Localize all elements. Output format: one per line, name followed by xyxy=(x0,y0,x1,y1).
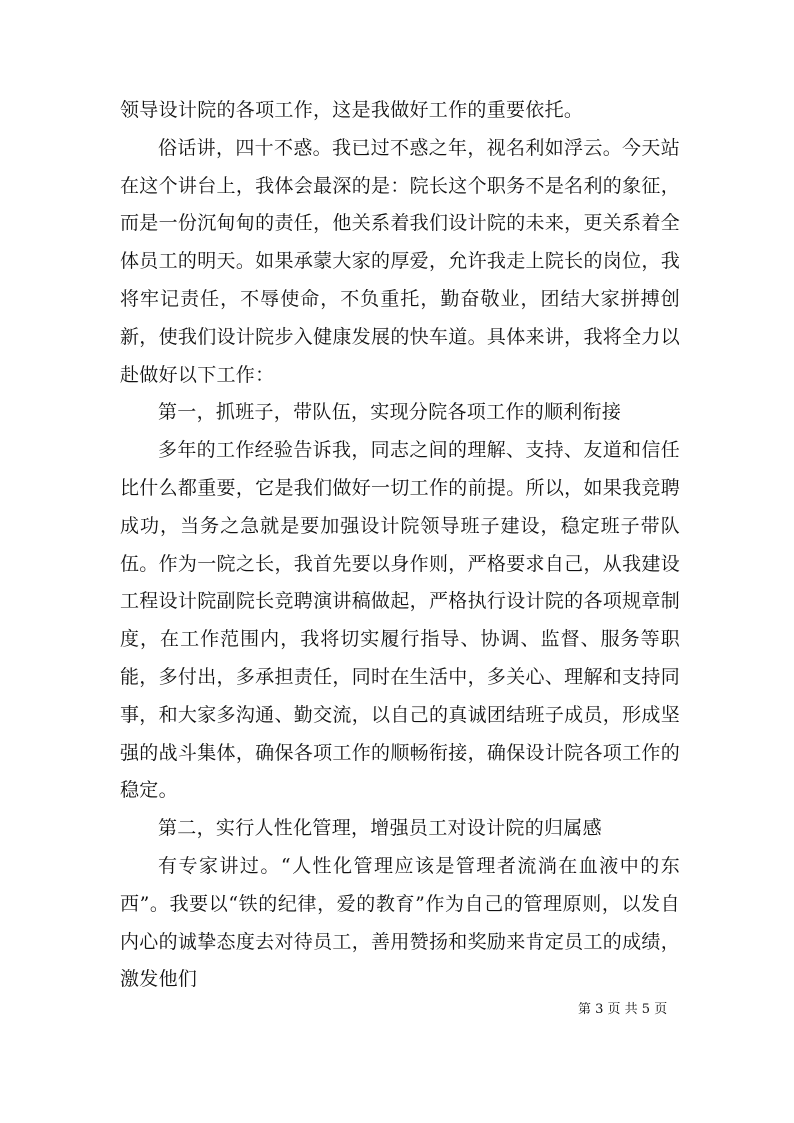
page-number-footer: 第 3 页 共 5 页 xyxy=(578,1002,668,1017)
paragraph-2: 俗话讲，四十不惑。我已过不惑之年，视名利如浮云。今天站在这个讲台上，我体会最深的是：院长这个职务不是名利的象征，而是一份沉甸甸的责任，他关系着我们设计院的未来，更关系着全体员工的明天。如果承蒙大家的厚爱，允许我走上院长的岗位，我将牢记责任，不辱使命，不负重托，勤奋敬业，团结大家拼搏创新，使我们设计院步入健康发展的快车道。具体来讲，我将全力以赴做好以下工作： xyxy=(120,136,680,386)
section-heading-2: 第二，实行人性化管理，增强员工对设计院的归属感 xyxy=(158,817,602,840)
paragraph-4: 有专家讲过。“人性化管理应该是管理者流淌在血液中的东西”。我要以“铁的纪律，爱的教育”作为自己的管理原则，以发自内心的诚挚态度去对待员工，善用赞扬和奖励来肯定员工的成绩，激发他们 xyxy=(120,854,680,991)
section-heading-1: 第一，抓班子，带队伍，实现分院各项工作的顺利衔接 xyxy=(158,401,622,424)
paragraph-3: 多年的工作经验告诉我，同志之间的理解、支持、友道和信任比什么都重要，它是我们做好一切工作的前提。所以，如果我竞聘成功，当务之急就是要加强设计院领导班子建设，稳定班子带队伍。作为一院之长，我首先要以身作则，严格要求自己，从我建设工程设计院副院长竞聘演讲稿做起，严格执行设计院的各项规章制度，在工作范围内，我将切实履行指导、协调、监督、服务等职能，多付出，多承担责任，同时在生活中，多关心、理解和支持同事，和大家多沟通、勤交流，以自己的真诚团结班子成员，形成坚强的战斗集体，确保各项工作的顺畅衔接，确保设计院各项工作的稳定。 xyxy=(120,439,680,802)
paragraph-1: 领导设计院的各项工作，这是我做好工作的重要依托。 xyxy=(120,99,584,121)
document-body xyxy=(120,92,680,999)
